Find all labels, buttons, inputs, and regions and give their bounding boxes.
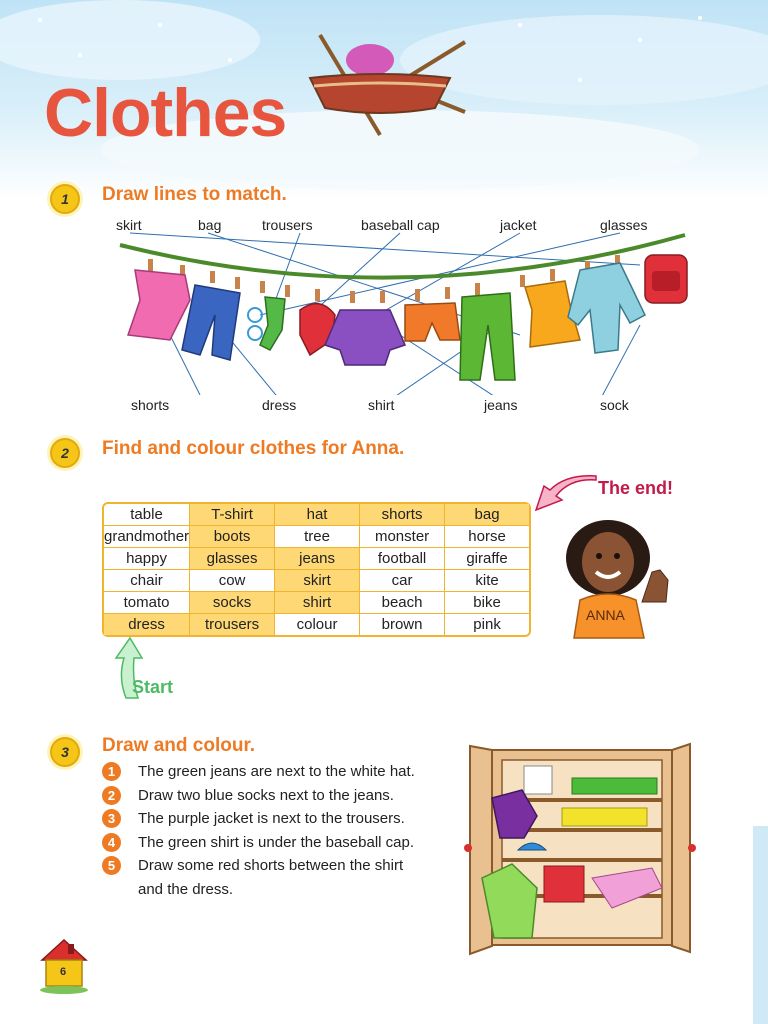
word-glasses: glasses: [600, 217, 648, 233]
word-sock: sock: [600, 397, 629, 413]
grid-row: [104, 504, 529, 526]
instruction-text: Draw some red shorts between the shirt: [138, 857, 404, 874]
grid-cell-highlighted[interactable]: shorts: [360, 504, 445, 526]
grid-cell[interactable]: car: [360, 570, 445, 592]
word-jacket: jacket: [500, 217, 537, 233]
grid-cell[interactable]: colour: [275, 614, 360, 635]
grid-cell[interactable]: grandmother: [104, 526, 190, 548]
grid-cell[interactable]: kite: [445, 570, 529, 592]
grid-cell-highlighted[interactable]: dress: [104, 614, 190, 635]
grid-cell[interactable]: brown: [360, 614, 445, 635]
page-edge-tab: [753, 826, 768, 1024]
clothesline-illustration: [100, 215, 700, 395]
exercise-1-heading: Draw lines to match.: [102, 184, 287, 205]
instruction-number: 3: [102, 809, 121, 828]
instruction-number: 1: [102, 762, 121, 781]
grid-row: [104, 592, 529, 614]
grid-cell-highlighted[interactable]: jeans: [275, 548, 360, 570]
grid-cell[interactable]: pink: [473, 616, 501, 633]
instruction-number: 5: [102, 856, 121, 875]
exercise-3-heading: Draw and colour.: [102, 735, 256, 756]
grid-cell[interactable]: bike: [445, 592, 529, 614]
word-grid: [102, 502, 531, 637]
start-label: Start: [132, 677, 174, 697]
word-skirt: skirt: [116, 217, 142, 233]
grid-cell[interactable]: happy: [104, 548, 190, 570]
word-shirt: shirt: [368, 397, 395, 413]
grid-cell[interactable]: table: [104, 504, 190, 526]
word-baseball-cap: baseball cap: [361, 217, 440, 233]
grid-cell[interactable]: monster: [360, 526, 445, 548]
grid-cell-highlighted[interactable]: glasses: [190, 548, 275, 570]
grid-cell-highlighted[interactable]: trousers: [190, 614, 275, 635]
grid-row: [104, 614, 529, 635]
wardrobe-illustration: [462, 738, 697, 963]
grid-cell-highlighted[interactable]: socks: [190, 592, 275, 614]
grid-cell-highlighted[interactable]: bag: [445, 504, 529, 526]
instruction-text: The green shirt is under the baseball cap.: [138, 833, 414, 851]
instruction-text: The purple jacket is next to the trousers.: [138, 810, 405, 827]
instruction-number: 2: [102, 786, 121, 805]
grid-cell-highlighted[interactable]: boots: [190, 526, 275, 548]
exercise-2-number: 2: [50, 438, 80, 468]
grid-cell[interactable]: tree: [275, 526, 360, 548]
instruction-text: The green jeans are next to the white hat.: [138, 763, 415, 780]
page-title: Clothes: [44, 75, 287, 151]
exercise-3-number: 3: [50, 737, 80, 767]
grid-cell[interactable]: tomato: [104, 592, 190, 614]
word-bag: bag: [198, 217, 222, 233]
grid-cell[interactable]: giraffe: [445, 548, 529, 570]
grid-row: [104, 526, 529, 548]
instruction-number: 4: [102, 833, 121, 852]
grid-cell[interactable]: horse: [445, 526, 529, 548]
grid-cell[interactable]: chair: [104, 570, 190, 592]
house-page-icon: [38, 934, 90, 994]
grid-row: [104, 548, 529, 570]
anna-shirt-text: ANNA: [586, 607, 625, 623]
word-jeans: jeans: [484, 397, 518, 413]
exercise-2-heading: Find and colour clothes for Anna.: [102, 438, 405, 459]
grid-row: [104, 570, 529, 592]
word-trousers: trousers: [262, 217, 313, 233]
exercise-1-number: 1: [50, 184, 80, 214]
anna-girl-illustration: [556, 510, 676, 640]
page-number: 6: [60, 966, 67, 978]
grid-cell[interactable]: cow: [190, 570, 275, 592]
word-dress: dress: [262, 397, 297, 413]
word-shorts: shorts: [131, 397, 170, 413]
grid-cell-highlighted[interactable]: skirt: [275, 570, 360, 592]
grid-cell[interactable]: football: [360, 548, 445, 570]
end-label: The end!: [598, 478, 673, 498]
rowing-boat-illustration: [300, 30, 475, 145]
grid-cell-highlighted[interactable]: shirt: [275, 592, 360, 614]
instruction-continuation-text: and the dress.: [138, 880, 234, 898]
instruction-text: Draw two blue socks next to the jeans.: [138, 786, 394, 804]
grid-cell-highlighted[interactable]: hat: [275, 504, 360, 526]
grid-cell-highlighted[interactable]: T-shirt: [190, 504, 275, 526]
grid-cell[interactable]: beach: [360, 592, 445, 614]
